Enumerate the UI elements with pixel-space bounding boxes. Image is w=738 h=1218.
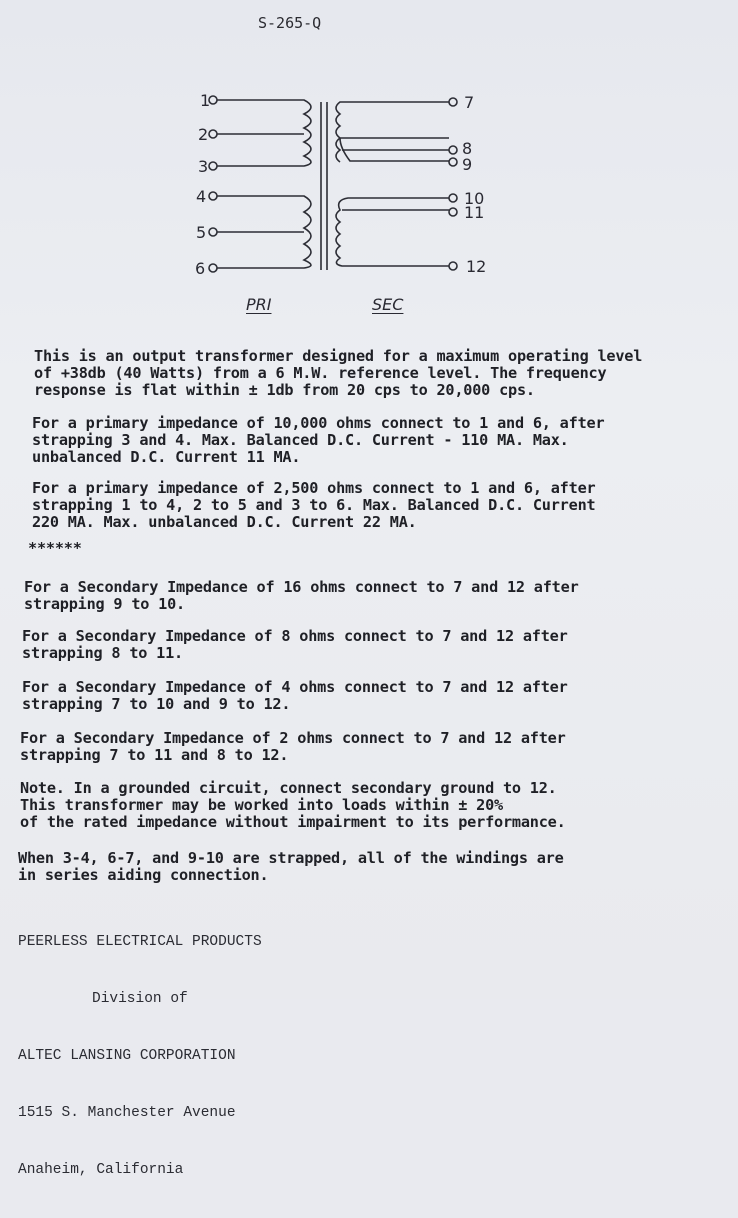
city-state: Anaheim, California [18,1162,184,1178]
pin-label-2: 2 [198,125,209,144]
intro-paragraph: This is an output transformer designed for a maximum operating level of +38db (40 Watts) from a 6 M.W. reference level. The frequency response is flat within ± 1db from 20 cps to 20,000 cps. [34,347,643,399]
primary-10000-paragraph: For a primary impedance of 10,000 ohms connect to 1 and 6, after strapping 3 and 4. Max. Balanced D.C. Current - 110 MA. Max. unbalanced D.C. Current 11 MA. [32,414,605,466]
secondary-winding-lower [336,198,449,266]
terminal-1 [209,96,217,104]
terminal-9 [449,158,457,166]
terminal-3 [209,162,217,170]
terminal-11 [449,208,457,216]
primary-2500-paragraph: For a primary impedance of 2,500 ohms connect to 1 and 6, after strapping 1 to 4, 2 to 5 and 3 to 6. Max. Balanced D.C. Current 220 MA. Max. unbalanced D.C. Current 22 MA. [32,479,596,531]
terminal-2 [209,130,217,138]
terminal-10 [449,194,457,202]
secondary-winding-upper [336,102,449,162]
pin-label-9: 9 [462,155,473,174]
secondary-16-paragraph: For a Secondary Impedance of 16 ohms connect to 7 and 12 after strapping 9 to 10. [24,578,579,613]
secondary-8-paragraph: For a Secondary Impedance of 8 ohms connect to 7 and 12 after strapping 8 to 11. [22,627,568,662]
pin-label-3: 3 [198,157,209,176]
company-name: PEERLESS ELECTRICAL PRODUCTS [18,934,262,950]
parent-company: ALTEC LANSING CORPORATION [18,1048,236,1064]
terminal-7 [449,98,457,106]
terminal-8 [449,146,457,154]
pin-label-6: 6 [195,259,206,278]
note-paragraph: Note. In a grounded circuit, connect secondary ground to 12. This transformer may be worked into loads within ± 20% of the rated impedance without impairment to its performance. [20,779,566,831]
secondary-label: SEC [372,295,404,314]
pin-label-5: 5 [196,223,207,242]
transformer-schematic-svg [190,86,510,326]
series-aiding-paragraph: When 3-4, 6-7, and 9-10 are strapped, all of the windings are in series aiding connection. [18,849,564,884]
pin-label-10: 10 [464,189,485,208]
primary-winding-lower [217,196,311,268]
pin-label-11: 11 [464,203,485,222]
street-address: 1515 S. Manchester Avenue [18,1105,236,1121]
pin-label-8: 8 [462,139,473,158]
separator: ****** [28,539,82,557]
division-line: Division of [92,991,188,1007]
terminal-5 [209,228,217,236]
pin-label-7: 7 [464,93,475,112]
secondary-4-paragraph: For a Secondary Impedance of 4 ohms connect to 7 and 12 after strapping 7 to 10 and 9 to 12. [22,678,568,713]
secondary-2-paragraph: For a Secondary Impedance of 2 ohms connect to 7 and 12 after strapping 7 to 11 and 8 to 12. [20,729,566,764]
transformer-schematic [190,86,510,326]
pin-label-4: 4 [196,187,207,206]
primary-winding-upper [217,100,311,166]
pin-label-1: 1 [200,91,211,110]
primary-label: PRI [246,295,272,314]
company-address-block [18,895,262,1218]
terminal-6 [209,264,217,272]
terminal-4 [209,192,217,200]
terminal-12 [449,262,457,270]
pin-label-12: 12 [466,257,487,276]
document-id: S-265-Q [258,14,322,32]
